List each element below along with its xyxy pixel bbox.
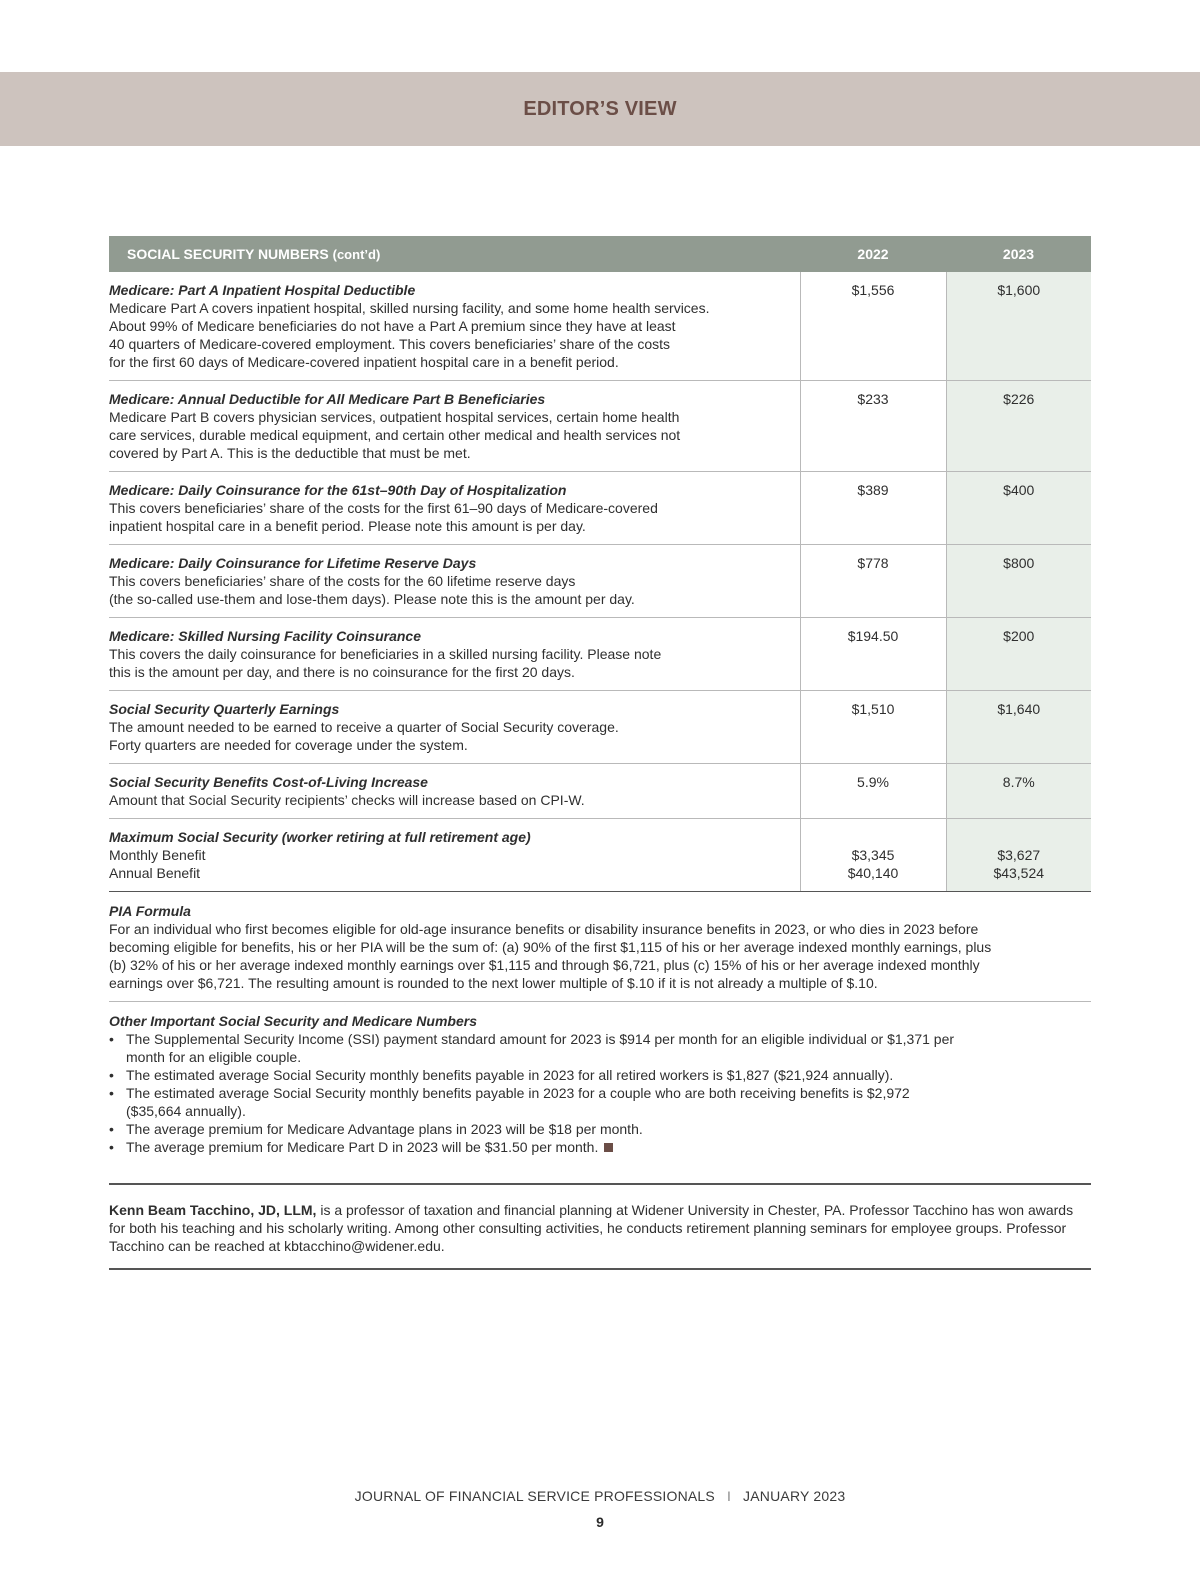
row-body: This covers beneficiaries’ share of the costs for the first 61–90 days of Medicare-covered inpatient hospital care in a benefit period. Please note this amount is per day. [109,500,658,534]
list-item: • The average premium for Medicare Part D in 2023 will be $31.50 per month. [109,1138,1091,1156]
value-2023: $800 [946,545,1091,618]
table-header-label [109,236,800,272]
row-description [109,618,800,691]
other-numbers-list [109,1030,1091,1156]
pia-formula-body: For an individual who first becomes eligible for old-age insurance benefits or disability insurance benefits in 2023, or who dies in 2023 before becoming eligible for benefits, his or her PIA will be the sum of: (a) 90% of the first $1,115 of his or her average indexed monthly earnings, plus (b) 32% of his or her average indexed monthly earnings over $1,115 and through $6,721, plus (c) 15% of his or her average indexed monthly earnings over $6,721. The resulting amount is rounded to the next lower multiple of $.10 if it is not already a multiple of $.10. [109,921,992,991]
annual-benefit-2023: $43,524 [993,865,1045,881]
value-2023: $200 [946,618,1091,691]
author-bio-text: is a professor of taxation and financial planning at Widener University in Chester, PA. Professor Tacchino has won awards for both his teaching and his scholarly writing. Among other consulting activities, he conducts retirement planning seminars for employee groups. Professor Tacchino can be reached at kbtacchino@widener.edu. [109,1202,1074,1254]
table-row [109,381,1091,472]
value-2022: $194.50 [800,618,946,691]
value-2022: 5.9% [800,764,946,819]
value-2022: $1,556 [800,272,946,381]
value-2023: $1,640 [946,691,1091,764]
editors-view-banner [0,72,1200,146]
row-title: Social Security Quarterly Earnings [109,701,340,717]
page-number: 9 [596,1514,604,1530]
row-title: Medicare: Daily Coinsurance for Lifetime Reserve Days [109,555,477,571]
row-body: Medicare Part A covers inpatient hospital, skilled nursing facility, and some home health services. About 99% of Medicare beneficiaries do not have a Part A premium since they have at least 40 quarters of Medicare-covered employment. This covers beneficiaries’ share of the costs for the first 60 days of Medicare-covered inpatient hospital care in a benefit period. [109,300,710,370]
issue-date: JANUARY 2023 [743,1488,846,1504]
value-2023: 8.7% [946,764,1091,819]
author-name: Kenn Beam Tacchino, JD, LLM, [109,1202,317,1218]
monthly-benefit-label: Monthly Benefit [109,847,206,863]
row-description [109,764,800,819]
article-content [109,236,1091,1270]
journal-name: JOURNAL OF FINANCIAL SERVICE PROFESSIONALS [354,1488,715,1504]
row-title: Maximum Social Security (worker retiring at full retirement age) [109,829,531,845]
value-2022 [800,819,946,892]
value-2022: $778 [800,545,946,618]
table-row [109,472,1091,545]
row-title: Medicare: Annual Deductible for All Medicare Part B Beneficiaries [109,391,546,407]
annual-benefit-label: Annual Benefit [109,865,201,881]
row-description [109,691,800,764]
value-2022: $1,510 [800,691,946,764]
row-body: This covers beneficiaries’ share of the costs for the 60 lifetime reserve days (the so-called use-them and lose-them days). Please note this is the amount per day. [109,573,635,607]
row-description [109,472,800,545]
author-bio [109,1183,1091,1270]
row-body: This covers the daily coinsurance for beneficiaries in a skilled nursing facility. Please note this is the amount per day, and there is no coinsurance for the first 20 days. [109,646,662,680]
column-header-2023: 2023 [946,236,1091,272]
annual-benefit-2022: $40,140 [847,865,899,881]
monthly-benefit-2022: $3,345 [851,847,895,863]
row-title: Social Security Benefits Cost-of-Living Increase [109,774,428,790]
banner-title: EDITOR’S VIEW [523,97,677,120]
table-row-max-benefit [109,819,1091,892]
row-description [109,545,800,618]
list-item: • The estimated average Social Security monthly benefits payable in 2023 for a couple who are both receiving benefits is $2,972 ($35,664 annually). [109,1084,1091,1120]
table-row [109,618,1091,691]
row-body: The amount needed to be earned to receive a quarter of Social Security coverage. Forty quarters are needed for coverage under the system. [109,719,619,753]
value-2023: $1,600 [946,272,1091,381]
row-description [109,272,800,381]
table-row [109,272,1091,381]
table-header-suffix: (cont’d) [332,247,381,262]
list-item: • The Supplemental Security Income (SSI) payment standard amount for 2023 is $914 per month for an eligible individual or $1,371 per month for an eligible couple. [109,1030,1091,1066]
social-security-table [109,236,1091,892]
row-title: Medicare: Part A Inpatient Hospital Deductible [109,282,416,298]
value-2022: $233 [800,381,946,472]
other-numbers-title: Other Important Social Security and Medicare Numbers [109,1013,477,1029]
monthly-benefit-2023: $3,627 [997,847,1041,863]
row-title: Medicare: Daily Coinsurance for the 61st–90th Day of Hospitalization [109,482,567,498]
table-header-title: SOCIAL SECURITY NUMBERS [127,246,329,262]
row-body: Medicare Part B covers physician services, outpatient hospital services, certain home health care services, durable medical equipment, and certain other medical and health services not covered by Part A. This is the deductible that must be met. [109,409,681,461]
value-2023: $400 [946,472,1091,545]
row-description [109,819,800,892]
column-header-2022: 2022 [800,236,946,272]
list-item: • The estimated average Social Security monthly benefits payable in 2023 for all retired workers is $1,827 ($21,924 annually). [109,1066,1091,1084]
value-2023: $226 [946,381,1091,472]
page-footer [0,1488,1200,1504]
table-row [109,545,1091,618]
value-2023 [946,819,1091,892]
value-2022: $389 [800,472,946,545]
table-row [109,691,1091,764]
footer-separator: I [726,1488,732,1504]
end-of-article-square-icon [604,1143,613,1152]
table-header-row [109,236,1091,272]
pia-formula-section [109,892,1091,1002]
other-numbers-section [109,1002,1091,1165]
row-title: Medicare: Skilled Nursing Facility Coinsurance [109,628,421,644]
list-item: • The average premium for Medicare Advantage plans in 2023 will be $18 per month. [109,1120,1091,1138]
pia-formula-title: PIA Formula [109,903,191,919]
row-description [109,381,800,472]
table-row [109,764,1091,819]
row-body: Amount that Social Security recipients’ checks will increase based on CPI-W. [109,792,585,808]
